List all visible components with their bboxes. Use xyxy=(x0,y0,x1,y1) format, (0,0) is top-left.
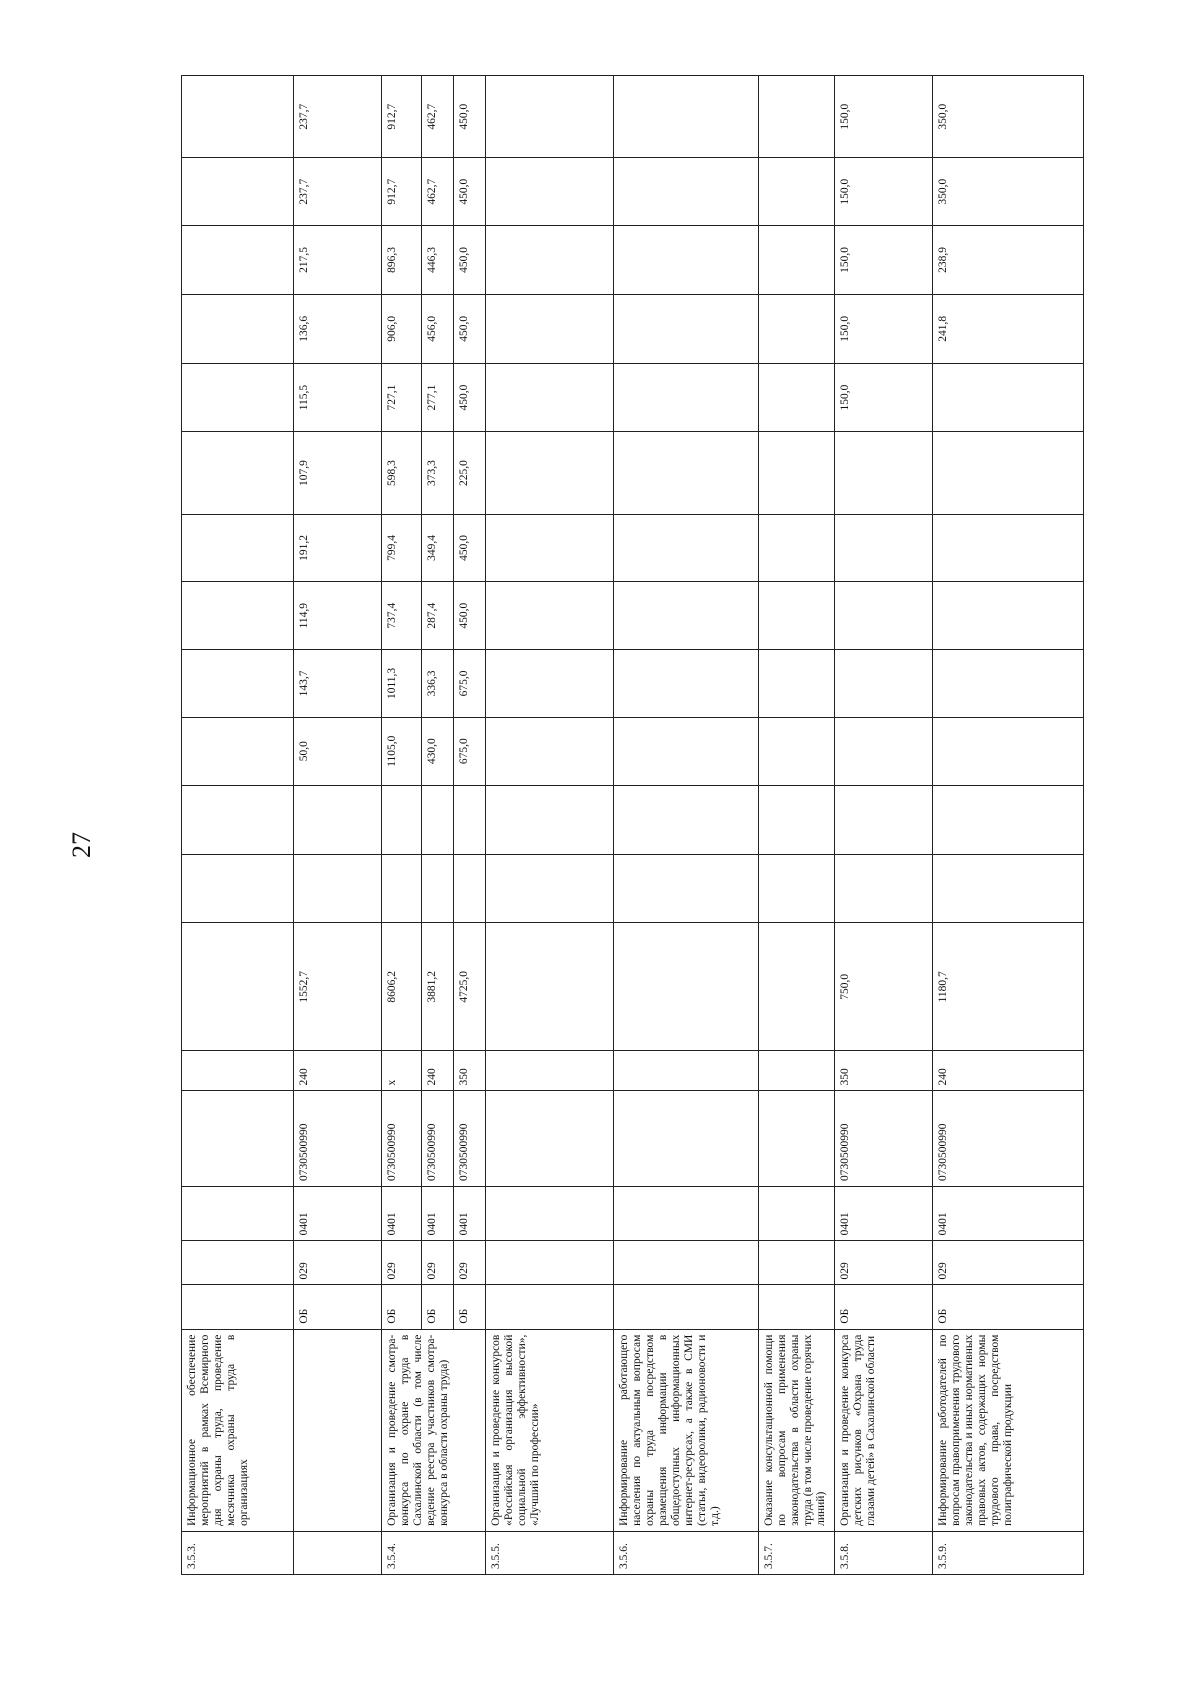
amount-cell xyxy=(454,855,486,923)
amount-cell xyxy=(933,650,1084,718)
amount-cell: 675,0 xyxy=(454,650,486,718)
amount-cell xyxy=(759,582,835,650)
amount-cell xyxy=(835,650,933,718)
amount-cell xyxy=(835,855,933,923)
table-row xyxy=(933,76,1084,1575)
amount-cell xyxy=(933,582,1084,650)
measure-name: Информирование работодателей по вопросам правоприменения трудового законодательства и иных нормативных правовых актов, содержащих нормы трудового права, посредством полиграфической продукции xyxy=(933,1329,1084,1531)
funding-source xyxy=(614,1285,759,1329)
amount-cell xyxy=(182,650,294,718)
amount-cell: 1552,7 xyxy=(294,923,382,1051)
target-article-code: 0730500990 xyxy=(835,1091,933,1186)
amount-cell xyxy=(614,650,759,718)
amount-cell xyxy=(182,785,294,855)
amount-cell: 350,0 xyxy=(933,158,1084,226)
amount-cell: 675,0 xyxy=(454,717,486,785)
expense-type-code: 350 xyxy=(454,1051,486,1091)
amount-cell xyxy=(759,363,835,432)
amount-cell xyxy=(614,432,759,514)
budget-table xyxy=(181,75,1084,1575)
expense-type-code xyxy=(486,1051,614,1091)
amount-cell xyxy=(759,226,835,295)
amount-cell: 456,0 xyxy=(422,294,454,363)
amount-cell xyxy=(933,514,1084,582)
amount-cell: 150,0 xyxy=(835,158,933,226)
amount-cell: 727,1 xyxy=(382,363,422,432)
amount-cell xyxy=(759,717,835,785)
amount-cell: 912,7 xyxy=(382,76,422,158)
expense-type-code: 240 xyxy=(422,1051,454,1091)
measure-name: Информирование работающего населения по актуальным вопросам охраны труда посредством размещения информации в общедоступных информационных интернет-ресурсах, а также в СМИ (статьи, видеоролики, радионовости и т.д.) xyxy=(614,1329,759,1531)
amount-cell: 450,0 xyxy=(454,158,486,226)
amount-cell xyxy=(422,855,454,923)
amount-cell xyxy=(486,514,614,582)
amount-cell: 217,5 xyxy=(294,226,382,295)
table-row xyxy=(294,76,382,1575)
measure-name: Организация и проведение смотра-конкурса по охране труда в Сахалинской области (в том числе ведение реестра участников смотра-конкурса в области охраны труда) xyxy=(382,1329,486,1531)
expense-type-code xyxy=(182,1051,294,1091)
table-row xyxy=(835,76,933,1575)
page-number: 27 xyxy=(67,832,96,858)
amount-cell: 277,1 xyxy=(422,363,454,432)
amount-cell: 237,7 xyxy=(294,76,382,158)
amount-cell xyxy=(614,717,759,785)
expense-type-code xyxy=(759,1051,835,1091)
row-number: 3.5.7. xyxy=(759,1531,835,1574)
amount-cell xyxy=(835,582,933,650)
section-code: 0401 xyxy=(422,1186,454,1240)
funding-source: ОБ xyxy=(294,1285,382,1329)
amount-cell xyxy=(835,717,933,785)
section-code: 0401 xyxy=(835,1186,933,1240)
amount-cell xyxy=(759,855,835,923)
amount-cell: 1180,7 xyxy=(933,923,1084,1051)
amount-cell xyxy=(614,923,759,1051)
table-row xyxy=(486,76,614,1575)
table-row xyxy=(759,76,835,1575)
target-article-code: 0730500990 xyxy=(382,1091,422,1186)
section-code xyxy=(614,1186,759,1240)
amount-cell xyxy=(486,226,614,295)
amount-cell xyxy=(486,785,614,855)
amount-cell xyxy=(486,717,614,785)
section-code: 0401 xyxy=(294,1186,382,1240)
section-code: 0401 xyxy=(382,1186,422,1240)
funding-source: ОБ xyxy=(933,1285,1084,1329)
measure-name: Оказание консультационной помощи по вопросам применения законодательства в области охраны труда (в том числе проведение горячих линий) xyxy=(759,1329,835,1531)
amount-cell: 191,2 xyxy=(294,514,382,582)
amount-cell: 241,8 xyxy=(933,294,1084,363)
amount-cell xyxy=(933,717,1084,785)
amount-cell: 287,4 xyxy=(422,582,454,650)
amount-cell xyxy=(182,76,294,158)
measure-name xyxy=(294,1329,382,1531)
amount-cell xyxy=(486,650,614,718)
row-number: 3.5.3. xyxy=(182,1531,294,1574)
amount-cell xyxy=(454,785,486,855)
funding-source: ОБ xyxy=(835,1285,933,1329)
row-number: 3.5.9. xyxy=(933,1531,1084,1574)
target-article-code xyxy=(182,1091,294,1186)
amount-cell xyxy=(486,855,614,923)
amount-cell: 430,0 xyxy=(422,717,454,785)
amount-cell: 450,0 xyxy=(454,582,486,650)
amount-cell: 462,7 xyxy=(422,158,454,226)
row-number: 3.5.5. xyxy=(486,1531,614,1574)
amount-cell: 750,0 xyxy=(835,923,933,1051)
section-code xyxy=(182,1186,294,1240)
section-code xyxy=(486,1186,614,1240)
row-number xyxy=(294,1531,382,1574)
amount-cell xyxy=(759,158,835,226)
grbs-code xyxy=(182,1241,294,1285)
amount-cell: 4725,0 xyxy=(454,923,486,1051)
amount-cell xyxy=(486,158,614,226)
grbs-code xyxy=(614,1241,759,1285)
amount-cell: 450,0 xyxy=(454,226,486,295)
amount-cell: 50,0 xyxy=(294,717,382,785)
target-article-code xyxy=(759,1091,835,1186)
amount-cell xyxy=(933,363,1084,432)
amount-cell xyxy=(759,76,835,158)
target-article-code: 0730500990 xyxy=(454,1091,486,1186)
amount-cell xyxy=(614,785,759,855)
table-row xyxy=(182,76,294,1575)
amount-cell: 115,5 xyxy=(294,363,382,432)
amount-cell xyxy=(486,582,614,650)
amount-cell: 107,9 xyxy=(294,432,382,514)
amount-cell xyxy=(759,514,835,582)
amount-cell xyxy=(182,923,294,1051)
amount-cell: 143,7 xyxy=(294,650,382,718)
amount-cell: 349,4 xyxy=(422,514,454,582)
section-code xyxy=(759,1186,835,1240)
amount-cell: 373,3 xyxy=(422,432,454,514)
amount-cell: 238,9 xyxy=(933,226,1084,295)
amount-cell xyxy=(182,432,294,514)
amount-cell: 737,4 xyxy=(382,582,422,650)
amount-cell xyxy=(835,432,933,514)
target-article-code xyxy=(614,1091,759,1186)
amount-cell xyxy=(486,363,614,432)
amount-cell xyxy=(294,855,382,923)
funding-source: ОБ xyxy=(382,1285,422,1329)
grbs-code: 029 xyxy=(835,1241,933,1285)
amount-cell xyxy=(382,855,422,923)
amount-cell xyxy=(933,855,1084,923)
amount-cell xyxy=(486,923,614,1051)
amount-cell xyxy=(182,514,294,582)
grbs-code xyxy=(759,1241,835,1285)
funding-source xyxy=(182,1285,294,1329)
amount-cell: 462,7 xyxy=(422,76,454,158)
row-number: 3.5.8. xyxy=(835,1531,933,1574)
expense-type-code: 350 xyxy=(835,1051,933,1091)
target-article-code: 0730500990 xyxy=(933,1091,1084,1186)
amount-cell xyxy=(486,76,614,158)
expense-type-code: 240 xyxy=(933,1051,1084,1091)
amount-cell: 1105,0 xyxy=(382,717,422,785)
amount-cell xyxy=(835,785,933,855)
amount-cell: 906,0 xyxy=(382,294,422,363)
funding-source: ОБ xyxy=(422,1285,454,1329)
amount-cell: 150,0 xyxy=(835,294,933,363)
amount-cell: 450,0 xyxy=(454,76,486,158)
amount-cell xyxy=(614,363,759,432)
amount-cell xyxy=(759,432,835,514)
amount-cell: 150,0 xyxy=(835,76,933,158)
amount-cell: 237,7 xyxy=(294,158,382,226)
amount-cell xyxy=(182,855,294,923)
amount-cell xyxy=(382,785,422,855)
funding-source xyxy=(759,1285,835,1329)
amount-cell xyxy=(422,785,454,855)
amount-cell: 912,7 xyxy=(382,158,422,226)
table-row xyxy=(382,76,422,1575)
amount-cell: 350,0 xyxy=(933,76,1084,158)
section-code: 0401 xyxy=(933,1186,1084,1240)
amount-cell xyxy=(182,226,294,295)
funding-source: ОБ xyxy=(454,1285,486,1329)
row-number: 3.5.6. xyxy=(614,1531,759,1574)
grbs-code xyxy=(486,1241,614,1285)
amount-cell: 150,0 xyxy=(835,226,933,295)
amount-cell: 225,0 xyxy=(454,432,486,514)
amount-cell xyxy=(486,432,614,514)
rotated-table-container xyxy=(181,75,1084,1575)
amount-cell xyxy=(486,294,614,363)
table-row xyxy=(614,76,759,1575)
amount-cell xyxy=(759,923,835,1051)
target-article-code: 0730500990 xyxy=(294,1091,382,1186)
expense-type-code: 240 xyxy=(294,1051,382,1091)
amount-cell xyxy=(294,785,382,855)
grbs-code: 029 xyxy=(422,1241,454,1285)
amount-cell xyxy=(182,294,294,363)
expense-type-code xyxy=(614,1051,759,1091)
amount-cell xyxy=(182,363,294,432)
grbs-code: 029 xyxy=(294,1241,382,1285)
amount-cell: 450,0 xyxy=(454,294,486,363)
grbs-code: 029 xyxy=(933,1241,1084,1285)
amount-cell: 446,3 xyxy=(422,226,454,295)
amount-cell: 450,0 xyxy=(454,363,486,432)
amount-cell: 1011,3 xyxy=(382,650,422,718)
amount-cell: 450,0 xyxy=(454,514,486,582)
measure-name: Организация и проведение конкурсов «Российская организация высокой социальной эффективности», «Лучший по профессии» xyxy=(486,1329,614,1531)
amount-cell xyxy=(835,514,933,582)
amount-cell xyxy=(614,294,759,363)
amount-cell xyxy=(614,76,759,158)
amount-cell: 150,0 xyxy=(835,363,933,432)
amount-cell: 598,3 xyxy=(382,432,422,514)
amount-cell: 799,4 xyxy=(382,514,422,582)
amount-cell xyxy=(759,294,835,363)
amount-cell: 3881,2 xyxy=(422,923,454,1051)
section-code: 0401 xyxy=(454,1186,486,1240)
amount-cell: 114,9 xyxy=(294,582,382,650)
amount-cell xyxy=(182,158,294,226)
amount-cell: 136,6 xyxy=(294,294,382,363)
amount-cell xyxy=(182,717,294,785)
amount-cell xyxy=(614,226,759,295)
amount-cell xyxy=(614,158,759,226)
amount-cell xyxy=(182,582,294,650)
measure-name: Информационное обеспечение мероприятий в рамках Всемирного дня охраны труда, проведение месячника охраны труда в организациях xyxy=(182,1329,294,1531)
amount-cell xyxy=(614,514,759,582)
grbs-code: 029 xyxy=(382,1241,422,1285)
amount-cell xyxy=(933,432,1084,514)
target-article-code: 0730500990 xyxy=(422,1091,454,1186)
amount-cell xyxy=(759,785,835,855)
expense-type-code: x xyxy=(382,1051,422,1091)
amount-cell xyxy=(759,650,835,718)
row-number: 3.5.4. xyxy=(382,1531,486,1574)
amount-cell xyxy=(933,785,1084,855)
funding-source xyxy=(486,1285,614,1329)
amount-cell xyxy=(614,582,759,650)
amount-cell xyxy=(614,855,759,923)
amount-cell: 336,3 xyxy=(422,650,454,718)
measure-name: Организация и проведение конкурса детских рисунков «Охрана труда глазами детей» в Сахалинской области xyxy=(835,1329,933,1531)
amount-cell: 8606,2 xyxy=(382,923,422,1051)
target-article-code xyxy=(486,1091,614,1186)
amount-cell: 896,3 xyxy=(382,226,422,295)
grbs-code: 029 xyxy=(454,1241,486,1285)
